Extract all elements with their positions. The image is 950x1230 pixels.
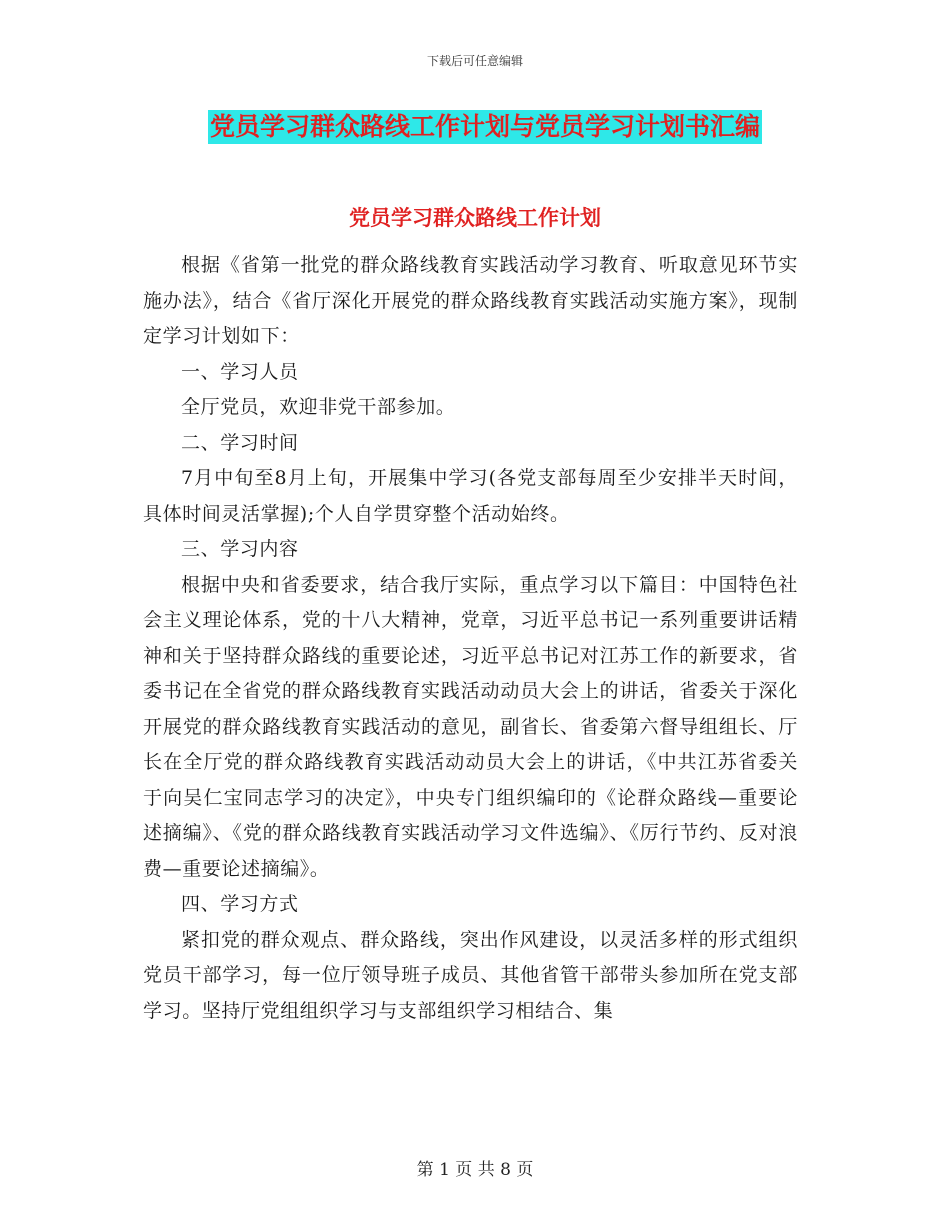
section-heading-method: 四、学习方式 bbox=[181, 893, 299, 915]
page-number-footer: 第 1 页 共 8 页 bbox=[416, 1160, 534, 1180]
section-heading-content: 三、学习内容 bbox=[181, 538, 299, 560]
section-heading-time: 二、学习时间 bbox=[181, 431, 299, 454]
document-sub-title: 党员学习群众路线工作计划 bbox=[349, 206, 601, 230]
section-heading-personnel: 一、学习人员 bbox=[181, 360, 299, 383]
paragraph-time: 7月中旬至8月上旬，开展集中学习(各党支部每周至少安排半天时间，具体时间灵活掌握);个人自学贯穿整个活动始终。 bbox=[143, 467, 798, 525]
paragraph-content: 根据中央和省委要求，结合我厅实际，重点学习以下篇目：中国特色社会主义理论体系，党的十八大精神，党章，习近平总书记一系列重要讲话精神和关于坚持群众路线的重要论述，习近平总书记对江苏工作的新要求，省委书记在全省党的群众路线教育实践活动动员大会上的讲话，省委关于深化开展党的群众路线教育实践活动的意见，副省长、省委第六督导组组长、厅长在全厅党的群众路线教育实践活动动员大会上的讲话，《中共江苏省委关于向吴仁宝同志学习的决定》，中央专门组织编印的《论群众路线—重要论述摘编》、《党的群众路线教育实践活动学习文件选编》、《厉行节约、反对浪费—重要论述摘编》。 bbox=[143, 573, 798, 880]
document-body bbox=[143, 248, 798, 1029]
document-main-title: 党员学习群众路线工作计划与党员学习计划书汇编 bbox=[208, 110, 762, 144]
paragraph-method: 紧扣党的群众观点、群众路线，突出作风建设，以灵活多样的形式组织党员干部学习，每一位厅领导班子成员、其他省管干部带头参加所在党支部学习。坚持厅党组组织学习与支部组织学习相结合、集 bbox=[143, 928, 798, 1022]
paragraph-personnel: 全厅党员，欢迎非党干部参加。 bbox=[181, 396, 456, 418]
paragraph-intro: 根据《省第一批党的群众路线教育实践活动学习教育、听取意见环节实施办法》，结合《省厅深化开展党的群众路线教育实践活动实施方案》，现制定学习计划如下： bbox=[143, 254, 798, 347]
header-note: 下载后可任意编辑 bbox=[426, 54, 523, 68]
